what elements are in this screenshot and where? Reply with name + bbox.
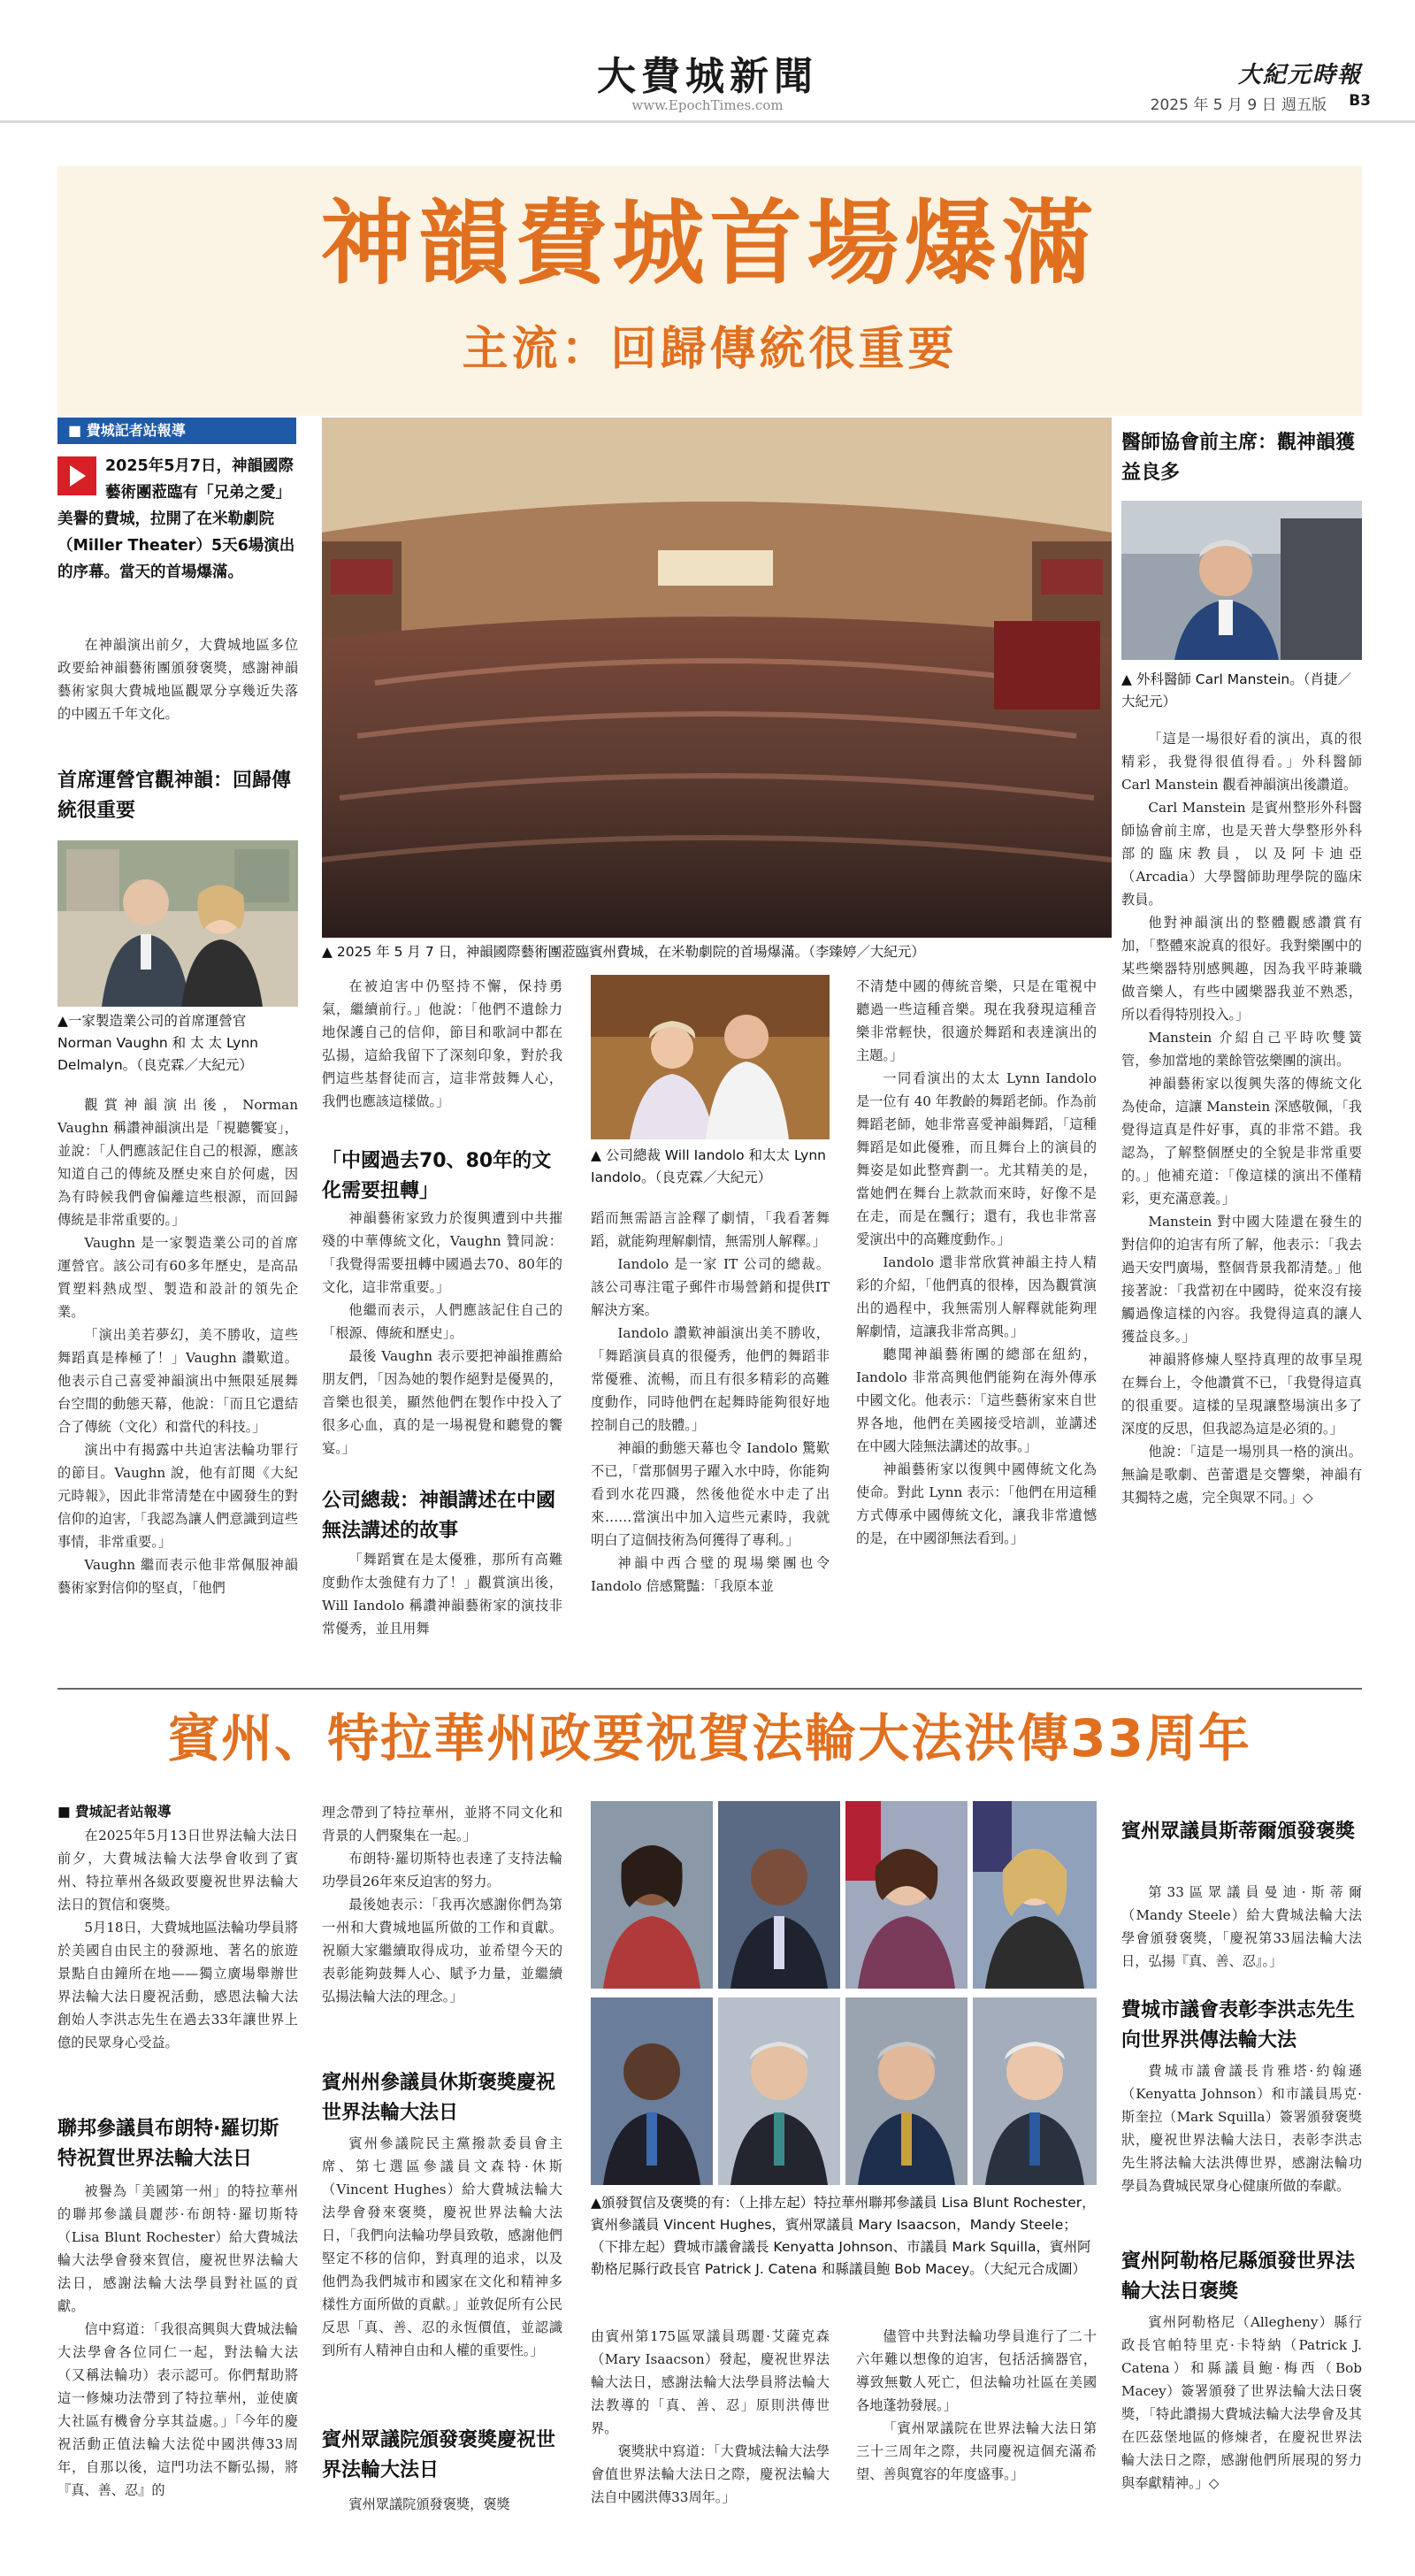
photo-vaughn	[57, 840, 298, 1007]
photo-vaughn-caption: ▲一家製造業公司的首席運營官 Norman Vaughn 和 太 太 Lynn Delmalyn。（良克霖／大紀元）	[57, 1013, 258, 1073]
photo-manstein	[1121, 501, 1362, 660]
page-number: B3	[1349, 92, 1371, 110]
col2-text-mid: 神韻藝術家致力於復興遭到中共摧殘的中華傳統文化，Vaughn 贊同說：「我覺得需要扭轉中國過去70、80年的文化，這非常重要。」 他繼而表示，人們應該記住自己的「根源、傳統和歷史」。 最後 Vaughn 表示要把神韻推薦給朋友們，「因為她的製作絕對是優異的，音樂也很美，顯然他們在製作中投入了很多心血，真的是一場視覺和聽覺的饗宴。」	[322, 1210, 562, 1456]
subhead-vaughn: 首席運營官觀神韻：回歸傳統很重要	[57, 770, 292, 822]
portrait-rochester	[591, 1801, 713, 1989]
subhead-rochester: 聯邦參議員布朗特·羅切斯特祝賀世界法輪大法日	[57, 2118, 279, 2170]
subhead-allegheny: 賓州阿勒格尼縣頒發世界法輪大法日褒獎	[1121, 2250, 1356, 2303]
hero-subtitle: 主流：回歸傳統很重要	[462, 323, 958, 376]
a2-col1-text-b: 被譽為「美國第一州」的特拉華州的聯邦參議員麗莎·布朗特·羅切斯特（Lisa Blunt Rochester）給大費城法輪大法學會發來賀信，慶祝世界法輪大法日，感謝法輪大法學員對社區的貢獻。 信中寫道：「我很高興與大費城法輪大法學會各位同仁一起，對法輪大法（又稱法輪功）表示認可。你們幫助將這一修煉功法帶到了特拉華州，並使廣大社區有機會分享其益處。」「今年的慶祝活動正值法輪大法從中國洪傳33周年，自那以後，這門功法不斷弘揚，將『真、善、忍』的	[57, 2183, 298, 2498]
a2-col5-text-b: 費城市議會議長肯雅塔·約翰遜（Kenyatta Johnson）和市議員馬克·斯奎拉（Mark Squilla）簽署頒發褒獎狀，慶祝世界法輪大法日，表彰李洪志先生將法輪大法洪傳世界，感謝法輪功學員為費城民眾身心健康所做的奉獻。	[1121, 2063, 1362, 2194]
header-rule	[0, 120, 1415, 123]
col3-text: 蹈而無需語言詮釋了劇情，「我看著舞蹈，就能夠理解劇情，無需別人解釋。」 Iandolo 是一家 IT 公司的總裁。該公司專注電子郵件市場營銷和提供IT解決方案。 Iandolo 讚歎神韻演出美不勝收，「舞蹈演員真的很優秀，他們的舞蹈非常優雅、流暢，而且有很多精彩的高難度動作，同時他們在起舞時能夠很好地控制自己的肢體。」 神韻的動態天幕也令 Iandolo 驚歎不已，「當那個男子躍入水中時，你能夠看到水花四濺，然後他從水中走了出來……當演出中加入這些元素時，我就明白了這個技術為何獲得了專利。」 神韻中西合璧的現場樂團也令 Iandolo 倍感驚豔：「我原本並	[591, 1210, 830, 1594]
col2-text-bottom: 「舞蹈實在是太優雅，那所有高難度動作太強健有力了！」觀賞演出後，Will Iandolo 稱讚神韻藝術家的演技非常優秀，並且用舞	[322, 1552, 562, 1637]
intro-paragraph: 在神韻演出前夕，大費城地區多位政要給神韻藝術團頒發褒獎，感謝神韻藝術家與大費城地區觀眾分享幾近失落的中國五千年文化。	[57, 637, 298, 722]
subhead-house: 賓州眾議院頒發褒獎慶祝世界法輪大法日	[322, 2429, 556, 2481]
photo-manstein-caption: ▲ 外科醫師 Carl Manstein。（肖捷／大紀元）	[1121, 671, 1351, 709]
reporter-tag: ■ 費城記者站報導	[57, 418, 296, 444]
subhead-hughes: 賓州州參議員休斯褒獎慶祝世界法輪大法日	[322, 2072, 556, 2124]
portrait-hughes	[718, 1801, 840, 1989]
subhead-iandolo: 公司總裁：神韻講述在中國無法講述的故事	[322, 1490, 556, 1542]
subhead-culture: 「中國過去70、80年的文化需要扭轉」	[322, 1150, 552, 1202]
masthead-title: 大費城新聞	[597, 54, 818, 99]
col5-text: 「這是一場很好看的演出，真的很精彩，我覺得很值得看。」外科醫師 Carl Manstein 觀看神韻演出後讚道。 Carl Manstein 是賓州整形外科醫師協會前主席，也是天普大學整形外科部的臨床教員，以及阿卡迪亞（Arcadia）大學醫師助理學院的臨床教員。 他對神韻演出的整體觀感讚賞有加，「整體來說真的很好。我對樂團中的某些樂器特別感興趣，因為我平時兼職做音樂人，有些中國樂器我並不熟悉，所以看得特別投入。」 Manstein 介紹自己平時吹雙簧管，參加當地的業餘管弦樂團的演出。 神韻藝術家以復興失落的傳統文化為使命，這讓 Manstein 深感敬佩，「我覺得這真是件好事，真的非常不錯。我認為，了解整個歷史的全貌是非常重要的。」他補充道：「像這樣的演出不僅精彩，更充滿意義。」 Manstein 對中國大陸還在發生的對信仰的迫害有所了解，他表示：「我去過天安門廣場，整個背景我都清楚。」他接著說：「我當初在中國時，從來沒有接觸過像這樣的內容。我覺得這真的讓人獲益良多。」 神韻將修煉人堅持真理的故事呈現在舞台上，令他讚賞不已，「我覺得這真的很重要。這樣的呈現讓整場演出多了深度的反思，但我認為這是必須的。」 他說：「這是一場別具一格的演出。無論是歌劇、芭蕾還是交響樂，神韻有其獨特之處，完全與眾不同。」◇	[1121, 731, 1362, 1506]
col4-text: 不清楚中國的傳統音樂，只是在電視中聽過一些這種音樂。現在我發現這種音樂非常輕快，很適於舞蹈和表達演出的主題。」 一同看演出的太太 Lynn Iandolo 是一位有 40 年教齡的舞蹈老師。作為前舞蹈老師，她非常喜愛神韻舞蹈，「這種舞蹈是如此優雅，而且舞台上的演員的舞姿是如此整齊劃一。尤其精美的是，當她們在舞台上款款而來時，好像不是在走，而是在飄行；還有，我也非常喜愛演出中的高難度動作。」 Iandolo 還非常欣賞神韻主持人精彩的介紹，「他們真的很棒，因為觀賞演出的過程中，我無需別人解釋就能夠理解劇情，這讓我非常高興。」 聽聞神韻藝術團的總部在紐約，Iandolo 非常高興他們能夠在海外傳承中國文化。他表示：「這些藝術家來自世界各地，他們在美國接受培訓，並講述在中國大陸無法講述的故事。」 神韻藝術家以復興中國傳統文化為使命。對此 Lynn 表示：「他們在用這種方式傳承中國傳統文化，讓我非常遺憾的是，在中國卻無法看到。」	[856, 978, 1097, 1546]
main-photo-caption: ▲ 2025 年 5 月 7 日，神韻國際藝術團蒞臨賓州費城，在米勒劇院的首場爆滿。（李臻婷／大紀元）	[322, 944, 925, 960]
portrait-isaacson	[845, 1801, 968, 1989]
article2-tag: ■ 費城記者站報導	[57, 1804, 172, 1820]
intro-text	[57, 633, 298, 725]
a2-col2-text-c: 賓州眾議院頒發褒獎，褒獎	[348, 2496, 510, 2512]
subhead-manstein: 醫師協會前主席：觀神韻獲益良多	[1121, 432, 1356, 484]
photo-iandolo-caption: ▲ 公司總裁 Will Iandolo 和太太 Lynn Iandolo。（良克霖／大紀元）	[591, 1147, 826, 1185]
officials-photo-grid	[591, 1801, 1097, 2185]
a2-col4-text: 儘管中共對法輪功學員進行了二十六年難以想像的迫害，包括活摘器官，導致無數人死亡，但法輪功社區在美國各地蓬勃發展。」 「賓州眾議院在世界法輪大法日第三十三周年之際，共同慶祝這個充滿希望、善與寬容的年度盛事。」	[856, 2328, 1097, 2482]
photo-iandolo	[591, 975, 830, 1139]
col2-text-top: 在被迫害中仍堅持不懈，保持勇氣，繼續前行。」他說：「他們不遺餘力地保護自己的信仰，節目和歌詞中都在弘揚，這給我留下了深刻印象，對於我們這些基督徒而言，這非常鼓舞人心，我們也應該這樣做。」	[322, 978, 562, 1109]
subhead-steele: 賓州眾議員斯蒂爾頒發褒獎	[1121, 1821, 1356, 1843]
section-divider	[57, 1688, 1362, 1690]
portrait-catena	[845, 1997, 968, 2185]
officials-portraits	[591, 1801, 1097, 2185]
officials-photo-caption: ▲頒發賀信及褒獎的有：（上排左起）特拉華州聯邦參議員 Lisa Blunt Rochester，賓州參議員 Vincent Hughes，賓州眾議員 Mary Isaacson，Mandy Steele；（下排左起）費城市議會議長 Kenyatta Johnson、市議員 Mark Squilla，賓州阿勒格尼縣行政長官 Patrick J. Catena 和縣議員鮑 Bob Macey。（大紀元合成圖）	[591, 2195, 1096, 2277]
a2-col2-text: 理念帶到了特拉華州，並將不同文化和背景的人們聚集在一起。」 布朗特·羅切斯特也表達了支持法輪功學員26年來反迫害的努力。 最後她表示：「我再次感謝你們為第一州和大費城地區所做的工作和貢獻。祝願大家繼續取得成功，並希望今天的表彰能夠鼓舞人心、賦予力量，並繼續弘揚法輪大法的理念。」	[322, 1805, 562, 2005]
paper-name: 大紀元時報	[1237, 62, 1362, 88]
a2-col1-text: 在2025年5月13日世界法輪大法日前夕，大費城法輪大法學會收到了賓州、特拉華州各級政要慶祝世界法輪大法日的賀信和褒獎。 5月18日，大費城地區法輪功學員將於美國自由民主的發源地、著名的旅遊景點自由鐘所在地——獨立廣場舉辦世界法輪大法日慶祝活動，感恩法輪大法創始人李洪志先生在過去33年讓世界上億的民眾身心受益。	[57, 1828, 299, 2051]
a2-col3-text: 由賓州第175區眾議員瑪麗·艾薩克森（Mary Isaacson）發起，慶祝世界法輪大法日，感謝法輪大法學員將法輪大法教導的「真、善、忍」原則洪傳世界。 褒獎狀中寫道：「大費城法輪大法學會值世界法輪大法日之際，慶祝法輪大法自中國洪傳33周年。」	[591, 2328, 830, 2505]
lede-text: 2025年5月7日，神韻國際藝術團蒞臨有「兄弟之愛」美譽的費城，拉開了在米勒劇院（Miller Theater）5天6場演出的序幕。當天的首場爆滿。	[57, 457, 295, 581]
paper-date: 2025 年 5 月 9 日 週五版	[1150, 96, 1327, 114]
lede	[57, 453, 298, 586]
article2-title: 賓州、特拉華州政要祝賀法輪大法洪傳33周年	[168, 1708, 1251, 1768]
portrait-macey	[973, 1997, 1097, 2185]
portrait-squilla	[718, 1997, 840, 2185]
play-icon	[57, 456, 96, 495]
a2-col5-text-a: 第33區眾議員曼迪·斯蒂爾（Mandy Steele）給大費城法輪大法學會頒發褒獎，「慶祝第33屆法輪大法日，弘揚『真、善、忍』。」	[1121, 1884, 1362, 1969]
a2-col5-text-c: 賓州阿勒格尼（Allegheny）縣行政長官帕特里克·卡特納（Patrick J. Catena）和縣議員鮑·梅西（Bob Macey）簽署頒發了世界法輪大法日褒獎，「特此讚揚大費城法輪大法學會及其在匹茲堡地區的修煉者，在慶祝世界法輪大法日之際，感謝他們所展現的努力與奉獻精神。」◇	[1121, 2314, 1362, 2491]
portrait-steele	[973, 1801, 1097, 1989]
subhead-council: 費城市議會表彰李洪志先生向世界洪傳法輪大法	[1121, 1999, 1356, 2051]
col1-text: 觀賞神韻演出後，Norman Vaughn 稱讚神韻演出是「視聽饗宴」，並說：「人們應該記住自己的根源，應該知道自己的傳統及歷史來自於何處，因為有時候我們會偏離這些根源，而回歸傳統是非常重要的。」 Vaughn 是一家製造業公司的首席運營官。該公司有60多年歷史，是高品質塑料熱成型、製造和設計的領先企業。 「演出美若夢幻，美不勝收，這些舞蹈真是棒極了！」Vaughn 讚歎道。他表示自己喜愛神韻演出中無限延展舞台空間的動態天幕，他說：「而且它還結合了傳統（文化）和當代的科技。」 演出中有揭露中共迫害法輪功罪行的節目。Vaughn 說，他有訂閱《大紀元時報》，因此非常清楚在中國發生的對信仰的迫害，「我認為讓人們意識到這些事情，非常重要。」 Vaughn 繼而表示他非常佩服神韻藝術家對信仰的堅貞，「他們	[57, 1097, 298, 1596]
masthead-url[interactable]: www.EpochTimes.com	[631, 97, 784, 113]
portrait-johnson	[591, 1997, 713, 2185]
a2-col2-text-b: 賓州參議院民主黨撥款委員會主席、第七選區參議員文森特·休斯（Vincent Hughes）給大費城法輪大法學會發來褒獎，慶祝世界法輪大法日，「我們向法輪功學員致敬，感謝他們堅定不移的信仰，對真理的追求，以及他們為我們城市和國家在文化和精神多樣性方面所做的貢獻。」並敦促所有公民反思「真、善、忍的永恆價值，並認識到所有人精神自由和人權的重要性。」	[322, 2135, 562, 2358]
hero-title: 神韻費城首場爆滿	[320, 189, 1099, 297]
main-photo-theater	[322, 418, 1112, 938]
